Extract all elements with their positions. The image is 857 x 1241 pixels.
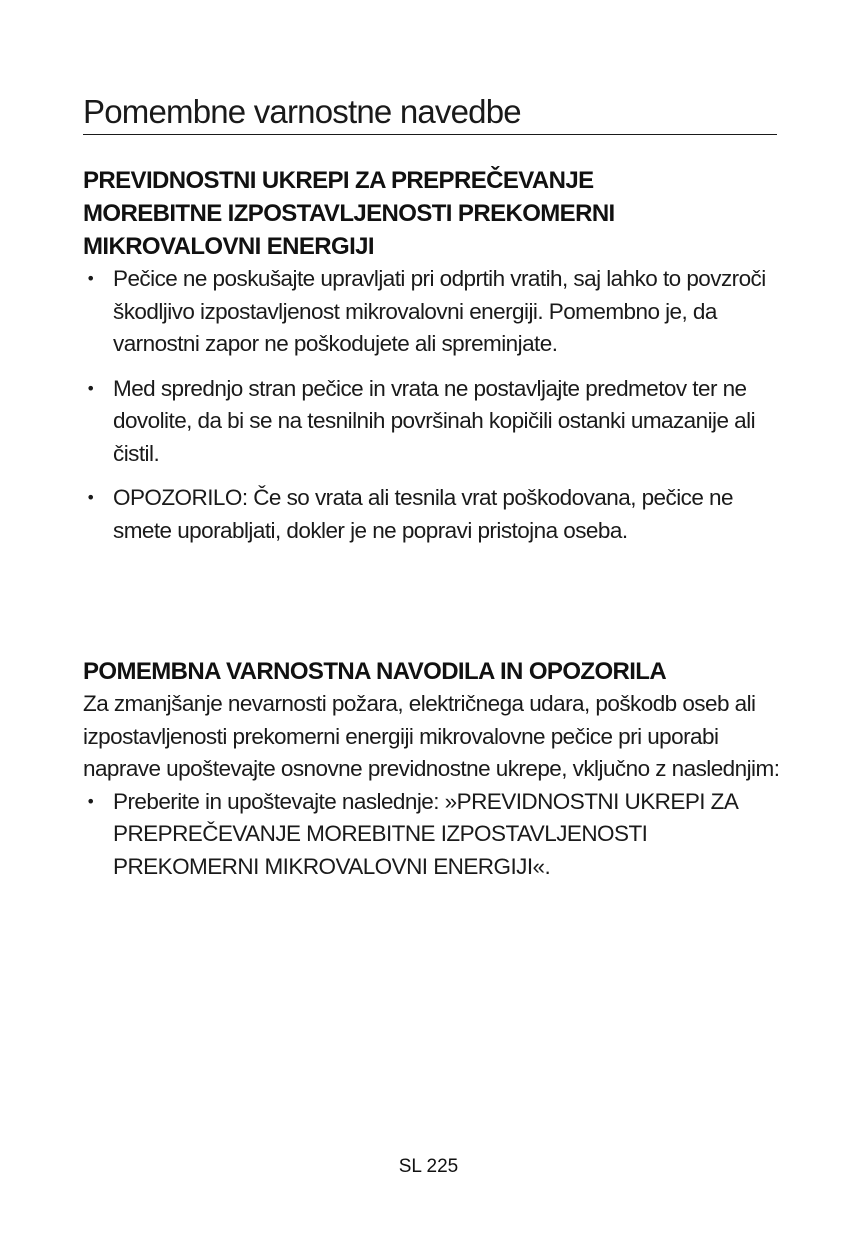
bullet-icon: • (86, 269, 96, 288)
heading-line: PREVIDNOSTNI UKREPI ZA PREPREČEVANJE (83, 167, 594, 194)
heading-line: MOREBITNE IZPOSTAVLJENOSTI PREKOMERNI (83, 200, 615, 227)
bullet-icon: • (86, 378, 96, 398)
heading-line: MIKROVALOVNI ENERGIJI (83, 233, 374, 260)
list-item (83, 786, 783, 884)
bullet-list (83, 786, 783, 884)
bullet-list (83, 263, 783, 547)
list-item-text: Preberite in upoštevajte naslednje: »PREVIDNOSTNI UKREPI ZA PREPREČEVANJE MOREBITNE IZPOSTAVLJENOSTI PREKOMERNI MIKROVALOVNI ENERGIJI«. (113, 788, 738, 879)
list-item-text: Med sprednjo stran pečice in vrata ne postavljajte predmetov ter ne dovolite, da bi se na tesnilnih površinah kopičili ostanki umazanije ali čistil. (113, 375, 756, 466)
intro-paragraph: Za zmanjšanje nevarnosti požara, električnega udara, poškodb oseb ali izpostavljenosti prekomerni energiji mikrovalovne pečice pri uporabi naprave upoštevajte osnovne previdnostne ukrepe, vključno z naslednjim: (83, 691, 780, 781)
section-heading (83, 164, 783, 263)
list-item (83, 482, 783, 547)
page-number: SL 225 (398, 1156, 459, 1177)
section-safety-instructions (83, 655, 783, 895)
list-item-text: Pečice ne poskušajte upravljati pri odprtih vratih, saj lahko to povzroči škodljivo izpostavljenost mikrovalovni energiji. Pomembno je, da varnostni zapor ne poškodujete ali spreminjate. (113, 266, 766, 356)
page-title: Pomembne varnostne navedbe (83, 92, 777, 135)
section-heading: POMEMBNA VARNOSTNA NAVODILA IN OPOZORILA (83, 658, 667, 685)
list-item (83, 373, 783, 471)
list-item-text: OPOZORILO: Če so vrata ali tesnila vrat poškodovana, pečice ne smete uporabljati, dokler je ne popravi pristojna oseba. (113, 485, 733, 543)
bullet-icon: • (86, 488, 96, 507)
list-item (83, 263, 783, 361)
section-microwave-precautions (83, 164, 783, 559)
bullet-icon: • (86, 791, 96, 811)
